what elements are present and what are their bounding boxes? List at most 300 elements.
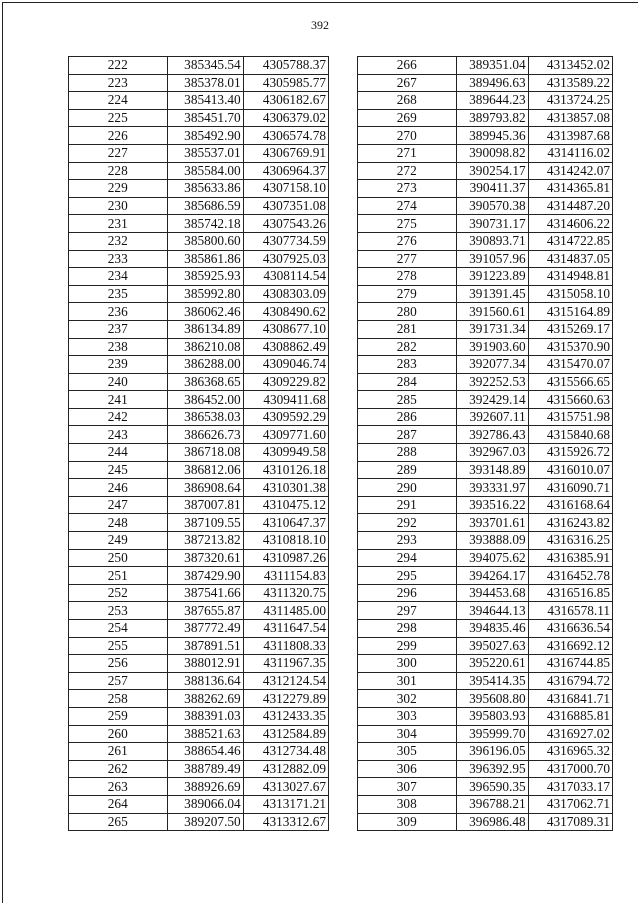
x-coordinate-cell: 386626.73 [167,426,243,444]
x-coordinate-cell: 385925.93 [167,268,243,286]
table-row [69,620,329,638]
y-coordinate-cell: 4305985.77 [243,74,328,92]
table-row [358,426,613,444]
y-coordinate-cell: 4305788.37 [243,57,328,75]
x-coordinate-cell: 387320.61 [167,549,243,567]
y-coordinate-cell: 4314606.22 [528,215,612,233]
y-coordinate-cell: 4317000.70 [528,760,612,778]
point-number-cell: 227 [69,144,168,162]
y-coordinate-cell: 4316841.71 [528,690,612,708]
x-coordinate-cell: 390411.37 [456,180,528,198]
x-coordinate-cell: 385861.86 [167,250,243,268]
table-row [358,338,613,356]
y-coordinate-cell: 4313171.21 [243,795,328,813]
table-row [69,127,329,145]
point-number-cell: 239 [69,356,168,374]
table-row [358,127,613,145]
table-row [358,637,613,655]
point-number-cell: 279 [358,285,457,303]
point-number-cell: 262 [69,760,168,778]
table-row [358,496,613,514]
y-coordinate-cell: 4312734.48 [243,743,328,761]
y-coordinate-cell: 4316243.82 [528,514,612,532]
y-coordinate-cell: 4313987.68 [528,127,612,145]
point-number-cell: 247 [69,496,168,514]
table-row [69,408,329,426]
y-coordinate-cell: 4308114.54 [243,268,328,286]
y-coordinate-cell: 4309229.82 [243,373,328,391]
x-coordinate-cell: 393701.61 [456,514,528,532]
x-coordinate-cell: 387891.51 [167,637,243,655]
y-coordinate-cell: 4309411.68 [243,391,328,409]
table-row [69,672,329,690]
table-row [358,92,613,110]
point-number-cell: 284 [358,373,457,391]
x-coordinate-cell: 392429.14 [456,391,528,409]
x-coordinate-cell: 390254.17 [456,162,528,180]
point-number-cell: 303 [358,707,457,725]
table-row [69,391,329,409]
table-row [69,532,329,550]
point-number-cell: 257 [69,672,168,690]
table-row [358,162,613,180]
y-coordinate-cell: 4307543.26 [243,215,328,233]
table-row [358,602,613,620]
x-coordinate-cell: 396986.48 [456,813,528,831]
table-row [69,567,329,585]
y-coordinate-cell: 4312882.09 [243,760,328,778]
x-coordinate-cell: 390570.38 [456,197,528,215]
table-row [69,514,329,532]
point-number-cell: 288 [358,444,457,462]
point-number-cell: 240 [69,373,168,391]
point-number-cell: 243 [69,426,168,444]
y-coordinate-cell: 4316168.64 [528,496,612,514]
point-number-cell: 256 [69,655,168,673]
table-row [358,144,613,162]
table-row [358,707,613,725]
point-number-cell: 269 [358,109,457,127]
point-number-cell: 241 [69,391,168,409]
x-coordinate-cell: 388262.69 [167,690,243,708]
point-number-cell: 286 [358,408,457,426]
x-coordinate-cell: 385451.70 [167,109,243,127]
x-coordinate-cell: 389207.50 [167,813,243,831]
y-coordinate-cell: 4313857.08 [528,109,612,127]
x-coordinate-cell: 392077.34 [456,356,528,374]
point-number-cell: 268 [358,92,457,110]
point-number-cell: 277 [358,250,457,268]
point-number-cell: 235 [69,285,168,303]
x-coordinate-cell: 396196.05 [456,743,528,761]
point-number-cell: 222 [69,57,168,75]
point-number-cell: 244 [69,444,168,462]
x-coordinate-cell: 386538.03 [167,408,243,426]
table-row [358,268,613,286]
point-number-cell: 301 [358,672,457,690]
x-coordinate-cell: 389793.82 [456,109,528,127]
x-coordinate-cell: 389496.63 [456,74,528,92]
x-coordinate-cell: 387429.90 [167,567,243,585]
point-number-cell: 229 [69,180,168,198]
table-row [358,408,613,426]
y-coordinate-cell: 4316516.85 [528,584,612,602]
y-coordinate-cell: 4315660.63 [528,391,612,409]
table-row [358,74,613,92]
y-coordinate-cell: 4315269.17 [528,320,612,338]
point-number-cell: 261 [69,743,168,761]
page-border-left [2,2,3,903]
table-row [69,320,329,338]
point-number-cell: 254 [69,620,168,638]
y-coordinate-cell: 4313452.02 [528,57,612,75]
table-row [358,532,613,550]
table-row [69,74,329,92]
x-coordinate-cell: 385992.80 [167,285,243,303]
x-coordinate-cell: 394075.62 [456,549,528,567]
table-row [358,672,613,690]
x-coordinate-cell: 389066.04 [167,795,243,813]
table-row [358,584,613,602]
y-coordinate-cell: 4306379.02 [243,109,328,127]
x-coordinate-cell: 386134.89 [167,320,243,338]
table-row [69,743,329,761]
x-coordinate-cell: 392607.11 [456,408,528,426]
table-row [69,549,329,567]
y-coordinate-cell: 4311485.00 [243,602,328,620]
table-row [69,197,329,215]
table-row [69,479,329,497]
x-coordinate-cell: 388012.91 [167,655,243,673]
point-number-cell: 266 [358,57,457,75]
table-row [358,743,613,761]
y-coordinate-cell: 4310818.10 [243,532,328,550]
table-row [358,250,613,268]
y-coordinate-cell: 4309046.74 [243,356,328,374]
x-coordinate-cell: 385413.40 [167,92,243,110]
coordinates-table-right [357,56,613,831]
point-number-cell: 295 [358,567,457,585]
point-number-cell: 228 [69,162,168,180]
table-row [69,285,329,303]
x-coordinate-cell: 391223.89 [456,268,528,286]
table-row [358,215,613,233]
x-coordinate-cell: 386908.64 [167,479,243,497]
x-coordinate-cell: 392252.53 [456,373,528,391]
table-row [69,180,329,198]
y-coordinate-cell: 4316885.81 [528,707,612,725]
point-number-cell: 233 [69,250,168,268]
point-number-cell: 238 [69,338,168,356]
point-number-cell: 236 [69,303,168,321]
point-number-cell: 248 [69,514,168,532]
y-coordinate-cell: 4316010.07 [528,461,612,479]
table-row [69,444,329,462]
x-coordinate-cell: 386288.00 [167,356,243,374]
y-coordinate-cell: 4315566.65 [528,373,612,391]
point-number-cell: 304 [358,725,457,743]
table-row [69,496,329,514]
table-row [69,250,329,268]
y-coordinate-cell: 4314365.81 [528,180,612,198]
table-row [69,725,329,743]
x-coordinate-cell: 392786.43 [456,426,528,444]
y-coordinate-cell: 4306182.67 [243,92,328,110]
y-coordinate-cell: 4311808.33 [243,637,328,655]
point-number-cell: 242 [69,408,168,426]
point-number-cell: 291 [358,496,457,514]
table-row [358,356,613,374]
point-number-cell: 271 [358,144,457,162]
x-coordinate-cell: 391057.96 [456,250,528,268]
point-number-cell: 224 [69,92,168,110]
table-body [69,57,329,831]
point-number-cell: 281 [358,320,457,338]
y-coordinate-cell: 4313027.67 [243,778,328,796]
x-coordinate-cell: 385584.00 [167,162,243,180]
table-row [358,479,613,497]
x-coordinate-cell: 385345.54 [167,57,243,75]
x-coordinate-cell: 385633.86 [167,180,243,198]
point-number-cell: 292 [358,514,457,532]
table-row [69,813,329,831]
x-coordinate-cell: 386718.08 [167,444,243,462]
table-row [69,637,329,655]
x-coordinate-cell: 393888.09 [456,532,528,550]
x-coordinate-cell: 385378.01 [167,74,243,92]
point-number-cell: 273 [358,180,457,198]
y-coordinate-cell: 4316316.25 [528,532,612,550]
point-number-cell: 237 [69,320,168,338]
y-coordinate-cell: 4310301.38 [243,479,328,497]
x-coordinate-cell: 396590.35 [456,778,528,796]
y-coordinate-cell: 4306964.37 [243,162,328,180]
y-coordinate-cell: 4316794.72 [528,672,612,690]
x-coordinate-cell: 391731.34 [456,320,528,338]
point-number-cell: 267 [358,74,457,92]
point-number-cell: 296 [358,584,457,602]
point-number-cell: 246 [69,479,168,497]
y-coordinate-cell: 4316578.11 [528,602,612,620]
y-coordinate-cell: 4308490.62 [243,303,328,321]
table-row [358,373,613,391]
y-coordinate-cell: 4313589.22 [528,74,612,92]
table-row [358,778,613,796]
table-row [69,144,329,162]
y-coordinate-cell: 4310475.12 [243,496,328,514]
y-coordinate-cell: 4310126.18 [243,461,328,479]
x-coordinate-cell: 390893.71 [456,232,528,250]
table-row [358,567,613,585]
y-coordinate-cell: 4310987.26 [243,549,328,567]
table-row [358,197,613,215]
y-coordinate-cell: 4314487.20 [528,197,612,215]
point-number-cell: 252 [69,584,168,602]
point-number-cell: 276 [358,232,457,250]
table-row [69,461,329,479]
x-coordinate-cell: 388136.64 [167,672,243,690]
point-number-cell: 300 [358,655,457,673]
table-row [69,778,329,796]
table-body [358,57,613,831]
page-number: 392 [311,18,329,32]
point-number-cell: 302 [358,690,457,708]
x-coordinate-cell: 394644.13 [456,602,528,620]
point-number-cell: 293 [358,532,457,550]
table-row [358,391,613,409]
x-coordinate-cell: 389644.23 [456,92,528,110]
point-number-cell: 264 [69,795,168,813]
table-row [69,356,329,374]
x-coordinate-cell: 391391.45 [456,285,528,303]
x-coordinate-cell: 386062.46 [167,303,243,321]
table-row [69,707,329,725]
page-border-top [2,2,638,3]
point-number-cell: 290 [358,479,457,497]
x-coordinate-cell: 388926.69 [167,778,243,796]
table-row [358,57,613,75]
y-coordinate-cell: 4317062.71 [528,795,612,813]
x-coordinate-cell: 387541.66 [167,584,243,602]
y-coordinate-cell: 4306574.78 [243,127,328,145]
x-coordinate-cell: 387109.55 [167,514,243,532]
y-coordinate-cell: 4316636.54 [528,620,612,638]
x-coordinate-cell: 385800.60 [167,232,243,250]
x-coordinate-cell: 394453.68 [456,584,528,602]
y-coordinate-cell: 4307925.03 [243,250,328,268]
table-row [69,109,329,127]
x-coordinate-cell: 390731.17 [456,215,528,233]
y-coordinate-cell: 4311967.35 [243,655,328,673]
y-coordinate-cell: 4315926.72 [528,444,612,462]
point-number-cell: 251 [69,567,168,585]
x-coordinate-cell: 392967.03 [456,444,528,462]
table-row [69,268,329,286]
y-coordinate-cell: 4311320.75 [243,584,328,602]
table-row [69,760,329,778]
point-number-cell: 231 [69,215,168,233]
table-row [358,655,613,673]
x-coordinate-cell: 385686.59 [167,197,243,215]
point-number-cell: 258 [69,690,168,708]
x-coordinate-cell: 395999.70 [456,725,528,743]
y-coordinate-cell: 4308303.09 [243,285,328,303]
table-row [358,303,613,321]
y-coordinate-cell: 4315370.90 [528,338,612,356]
point-number-cell: 250 [69,549,168,567]
point-number-cell: 230 [69,197,168,215]
x-coordinate-cell: 395803.93 [456,707,528,725]
table-row [69,215,329,233]
point-number-cell: 282 [358,338,457,356]
y-coordinate-cell: 4312584.89 [243,725,328,743]
table-row [358,514,613,532]
x-coordinate-cell: 385742.18 [167,215,243,233]
x-coordinate-cell: 391903.60 [456,338,528,356]
point-number-cell: 308 [358,795,457,813]
y-coordinate-cell: 4312124.54 [243,672,328,690]
y-coordinate-cell: 4316452.78 [528,567,612,585]
x-coordinate-cell: 385537.01 [167,144,243,162]
y-coordinate-cell: 4316692.12 [528,637,612,655]
y-coordinate-cell: 4307734.59 [243,232,328,250]
x-coordinate-cell: 393331.97 [456,479,528,497]
point-number-cell: 270 [358,127,457,145]
point-number-cell: 259 [69,707,168,725]
table-row [69,373,329,391]
y-coordinate-cell: 4309592.29 [243,408,328,426]
y-coordinate-cell: 4317033.17 [528,778,612,796]
point-number-cell: 294 [358,549,457,567]
table-row [358,285,613,303]
point-number-cell: 232 [69,232,168,250]
x-coordinate-cell: 388521.63 [167,725,243,743]
table-row [358,795,613,813]
x-coordinate-cell: 394264.17 [456,567,528,585]
point-number-cell: 255 [69,637,168,655]
table-row [69,584,329,602]
point-number-cell: 298 [358,620,457,638]
point-number-cell: 287 [358,426,457,444]
y-coordinate-cell: 4315164.89 [528,303,612,321]
y-coordinate-cell: 4306769.91 [243,144,328,162]
x-coordinate-cell: 387007.81 [167,496,243,514]
x-coordinate-cell: 395608.80 [456,690,528,708]
y-coordinate-cell: 4316090.71 [528,479,612,497]
table-row [69,426,329,444]
point-number-cell: 226 [69,127,168,145]
table-row [358,320,613,338]
x-coordinate-cell: 390098.82 [456,144,528,162]
x-coordinate-cell: 396788.21 [456,795,528,813]
table-row [358,232,613,250]
point-number-cell: 260 [69,725,168,743]
y-coordinate-cell: 4315840.68 [528,426,612,444]
point-number-cell: 283 [358,356,457,374]
point-number-cell: 223 [69,74,168,92]
y-coordinate-cell: 4314242.07 [528,162,612,180]
table-row [69,57,329,75]
point-number-cell: 280 [358,303,457,321]
point-number-cell: 306 [358,760,457,778]
x-coordinate-cell: 389351.04 [456,57,528,75]
point-number-cell: 263 [69,778,168,796]
y-coordinate-cell: 4315751.98 [528,408,612,426]
table-row [69,338,329,356]
table-row [358,813,613,831]
table-row [358,549,613,567]
y-coordinate-cell: 4314948.81 [528,268,612,286]
x-coordinate-cell: 395414.35 [456,672,528,690]
y-coordinate-cell: 4312433.35 [243,707,328,725]
x-coordinate-cell: 389945.36 [456,127,528,145]
table-row [358,180,613,198]
y-coordinate-cell: 4316385.91 [528,549,612,567]
x-coordinate-cell: 388789.49 [167,760,243,778]
table-row [69,92,329,110]
table-row [358,725,613,743]
point-number-cell: 289 [358,461,457,479]
y-coordinate-cell: 4316744.85 [528,655,612,673]
table-row [69,602,329,620]
point-number-cell: 285 [358,391,457,409]
y-coordinate-cell: 4313724.25 [528,92,612,110]
table-row [69,232,329,250]
point-number-cell: 253 [69,602,168,620]
x-coordinate-cell: 387772.49 [167,620,243,638]
table-row [358,620,613,638]
x-coordinate-cell: 393516.22 [456,496,528,514]
